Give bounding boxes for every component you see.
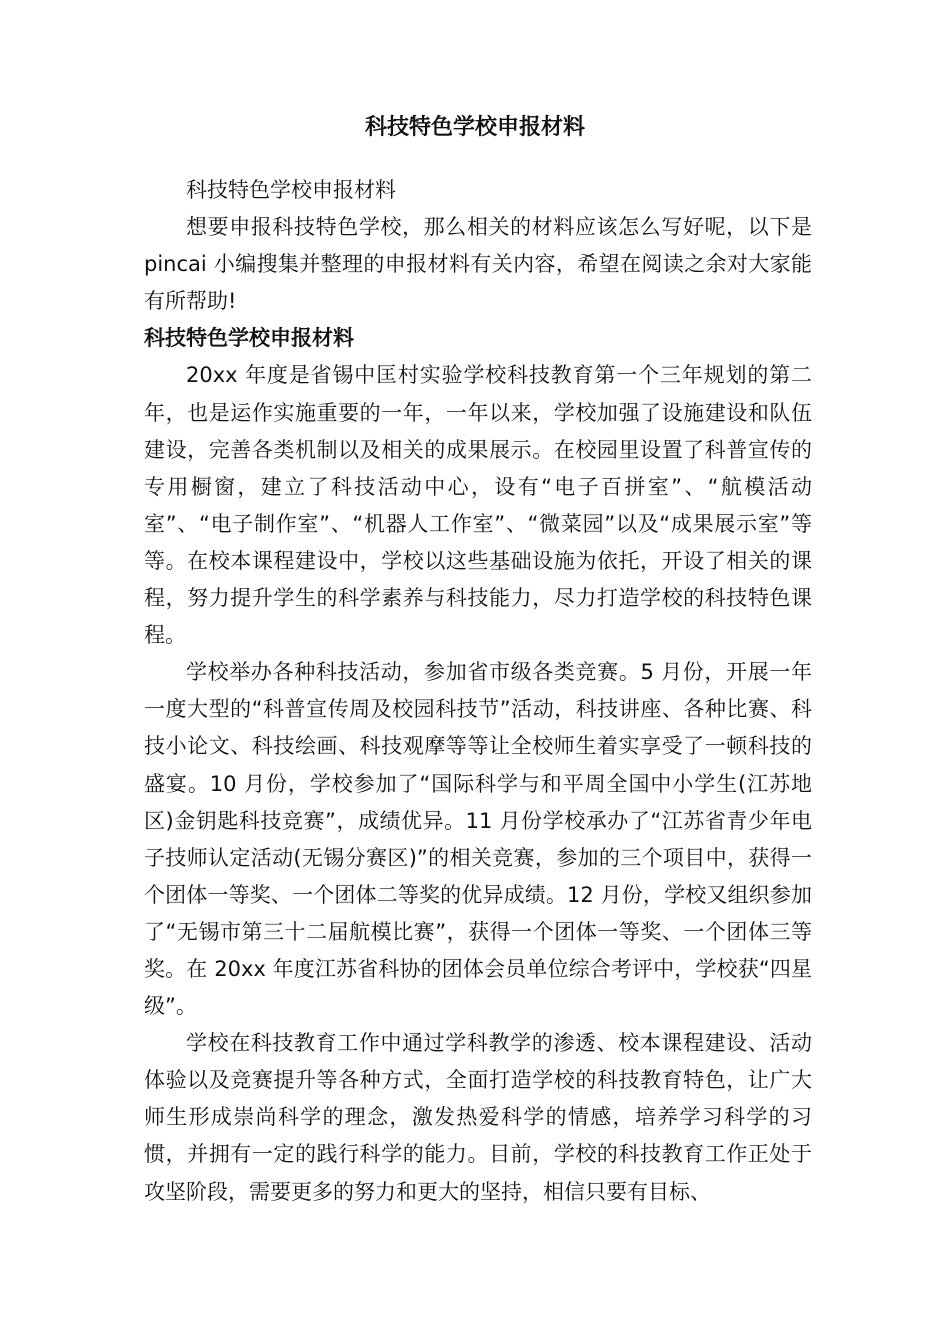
paragraph-intro: 想要申报科技特色学校，那么相关的材料应该怎么写好呢，以下是 pincai 小编搜集并整理的申报材料有关内容，希望在阅读之余对大家能有所帮助! [144,215,812,314]
paragraph-summary: 学校在科技教育工作中通过学科教学的渗透、校本课程建设、活动体验以及竞赛提升等各种方式，全面打造学校的科技教育特色，让广大师生形成崇尚科学的理念，激发热爱科学的情感，培养学习科学的习惯，并拥有一定的践行科学的能力。目前，学校的科技教育工作正处于攻坚阶段，需要更多的努力和更大的坚持，相信只要有目标、 [144,1031,812,1204]
paragraph-subtitle: 科技特色学校申报材料 [186,178,396,202]
paragraph-facilities: 20xx 年度是省锡中匡村实验学校科技教育第一个三年规划的第二年，也是运作实施重要的一年，一年以来，学校加强了设施建设和队伍建设，完善各类机制以及相关的成果展示。在校园里设置了科普宣传的专用橱窗，建立了科技活动中心，设有“电子百拼室”、“航模活动室”、“电子制作室”、“机器人工作室”、“微菜园”以及“成果展示室”等等。在校本课程建设中，学校以这些基础设施为依托，开设了相关的课程，努力提升学生的科学素养与科技能力，尽力打造学校的科技特色课程。 [144,363,812,648]
document-body [144,172,812,1211]
document-title: 科技特色学校申报材料 [364,115,585,140]
paragraph-activities: 学校举办各种科技活动，参加省市级各类竞赛。5 月份，开展一年一度大型的“科普宣传周及校园科技节”活动，科技讲座、各种比赛、科技小论文、科技绘画、科技观摩等等让全校师生着实享受了一顿科技的盛宴。10 月份，学校参加了“国际科学与和平周全国中小学生(江苏地区)金钥匙科技竞赛”，成绩优异。11 月份学校承办了“江苏省青少年电子技师认定活动(无锡分赛区)”的相关竞赛，参加的三个项目中，获得一个团体一等奖、一个团体二等奖的优异成绩。12 月份，学校又组织参加了“无锡市第三十二届航模比赛”，获得一个团体一等奖、一个团体三等奖。在 20xx 年度江苏省科协的团体会员单位综合考评中，学校获“四星级”。 [144,660,812,1019]
section-heading: 科技特色学校申报材料 [144,326,354,351]
